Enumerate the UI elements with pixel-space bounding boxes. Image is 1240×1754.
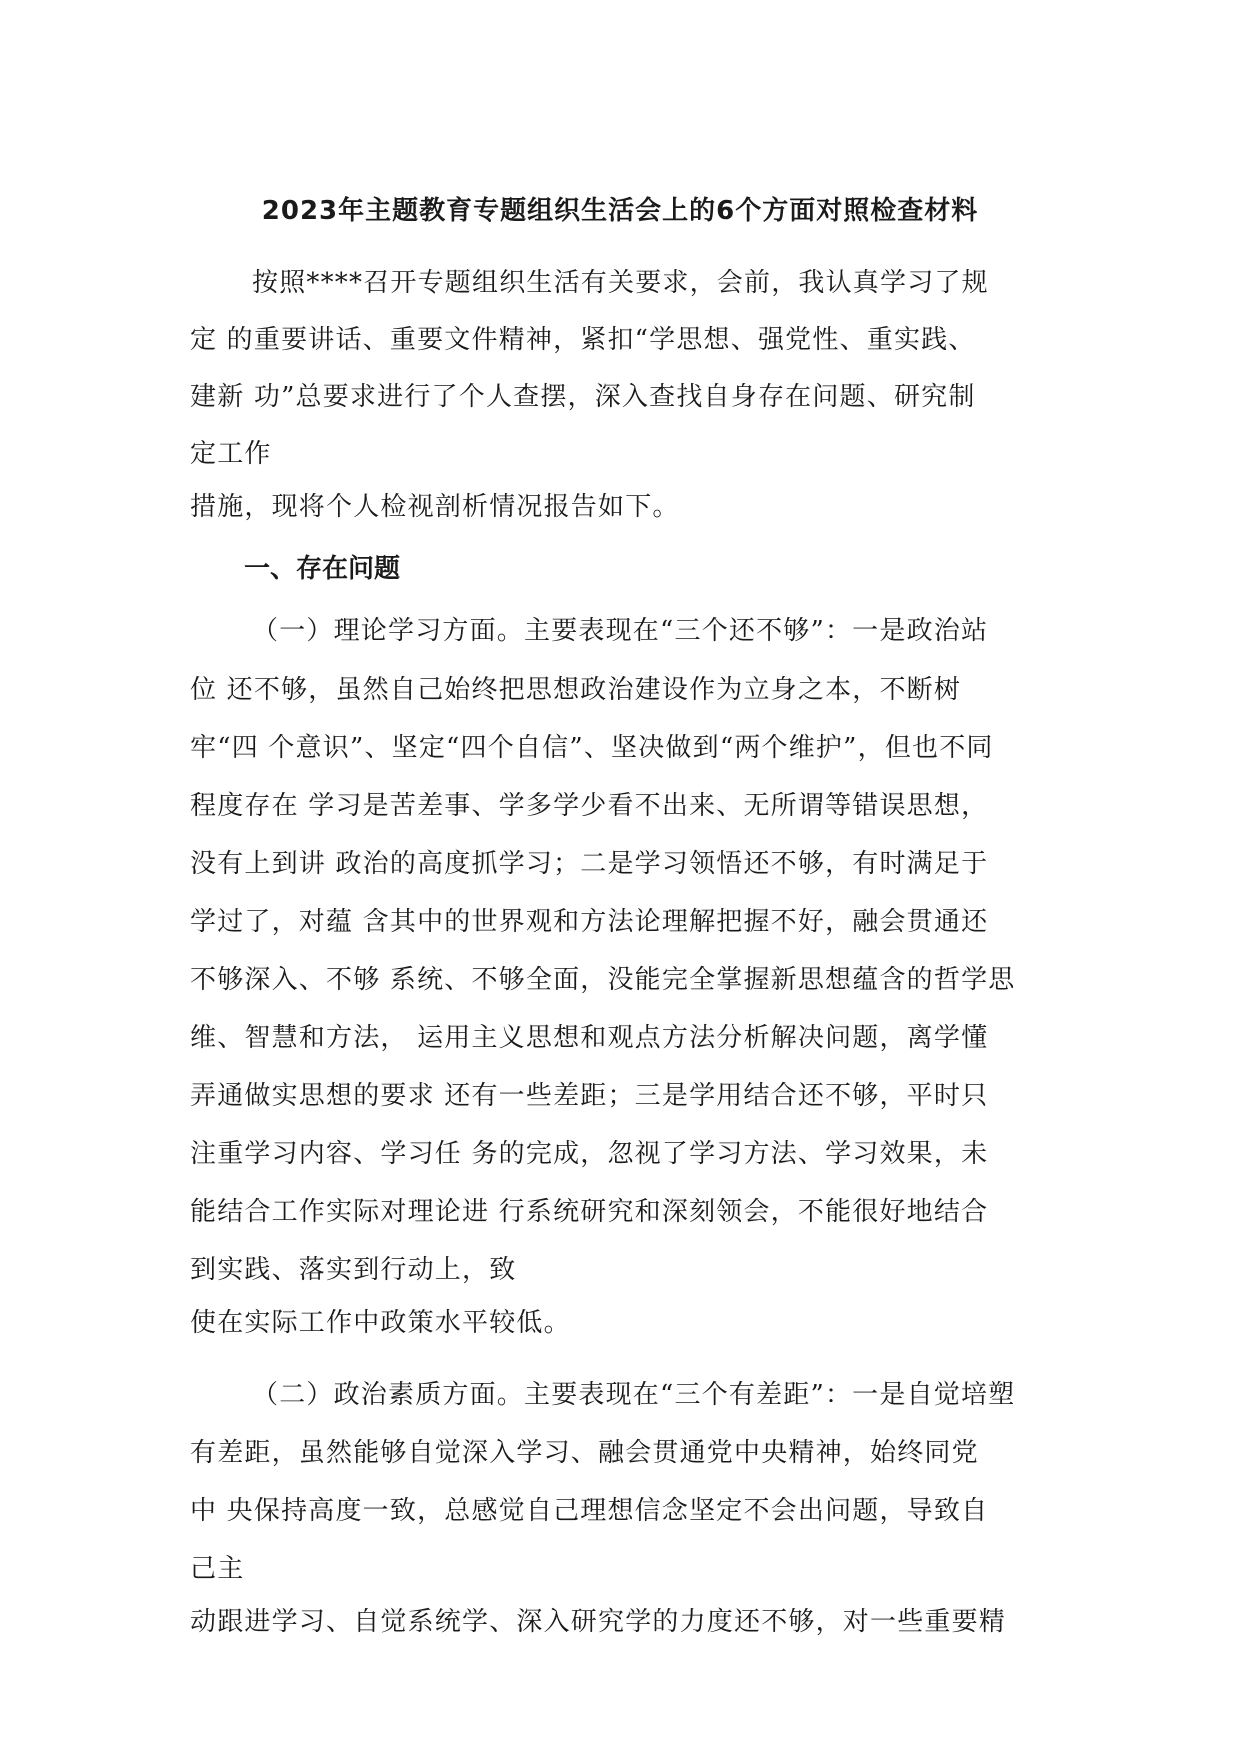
paragraph-line: 不够深入、不够 系统、不够全面，没能完全掌握新思想蕴含的哲学思 <box>190 965 1016 995</box>
paragraph-line: 使在实际工作中政策水平较低。 <box>190 1308 571 1338</box>
paragraph-line: 动跟进学习、自觉系统学、深入研究学的力度还不够，对一些重要精 <box>190 1607 1007 1637</box>
paragraph-line: 程度存在 学习是苦差事、学多学少看不出来、无所谓等错误思想， <box>190 791 989 821</box>
paragraph-line: 没有上到讲 政治的高度抓学习；二是学习领悟还不够，有时满足于 <box>190 849 989 879</box>
paragraph-line: 己主 <box>190 1554 245 1584</box>
paragraph-line: 有差距，虽然能够自觉深入学习、融会贯通党中央精神，始终同党 <box>190 1438 979 1468</box>
paragraph-line: 到实践、落实到行动上，致 <box>190 1255 517 1285</box>
paragraph-line: 弄通做实思想的要求 还有一些差距；三是学用结合还不够，平时只 <box>190 1081 989 1111</box>
intro-line: 建新 功”总要求进行了个人查摆，深入查找自身存在问题、研究制 <box>190 382 976 412</box>
paragraph-line: 注重学习内容、学习任 务的完成，忽视了学习方法、学习效果，未 <box>190 1139 989 1169</box>
section-heading: 一、存在问题 <box>244 554 401 584</box>
intro-line: 定 的重要讲话、重要文件精神，紧扣“学思想、强党性、重实践、 <box>190 325 976 355</box>
intro-line: 按照****召开专题组织生活有关要求，会前，我认真学习了规 <box>252 268 989 298</box>
paragraph-line: 能结合工作实际对理论进 行系统研究和深刻领会，不能很好地结合 <box>190 1197 989 1227</box>
paragraph-line: 学过了，对蕴 含其中的世界观和方法论理解把握不好，融会贯通还 <box>190 907 989 937</box>
intro-line: 措施，现将个人检视剖析情况报告如下。 <box>190 492 680 522</box>
paragraph-line: （一）理论学习方面。主要表现在“三个还不够”：一是政治站 <box>252 616 989 646</box>
paragraph-line: 中 央保持高度一致，总感觉自己理想信念坚定不会出问题，导致自 <box>190 1496 989 1526</box>
paragraph-line: （二）政治素质方面。主要表现在“三个有差距”：一是自觉培塑 <box>252 1380 1016 1410</box>
intro-line: 定工作 <box>190 439 272 469</box>
paragraph-line: 维、智慧和方法， 运用主义思想和观点方法分析解决问题，离学懂 <box>190 1023 989 1053</box>
paragraph-line: 位 还不够，虽然自己始终把思想政治建设作为立身之本，不断树 <box>190 675 962 705</box>
paragraph-line: 牢“四 个意识”、坚定“四个自信”、坚决做到“两个维护”，但也不同 <box>190 733 994 763</box>
document-title: 2023年主题教育专题组织生活会上的6个方面对照检查材料 <box>261 196 979 226</box>
